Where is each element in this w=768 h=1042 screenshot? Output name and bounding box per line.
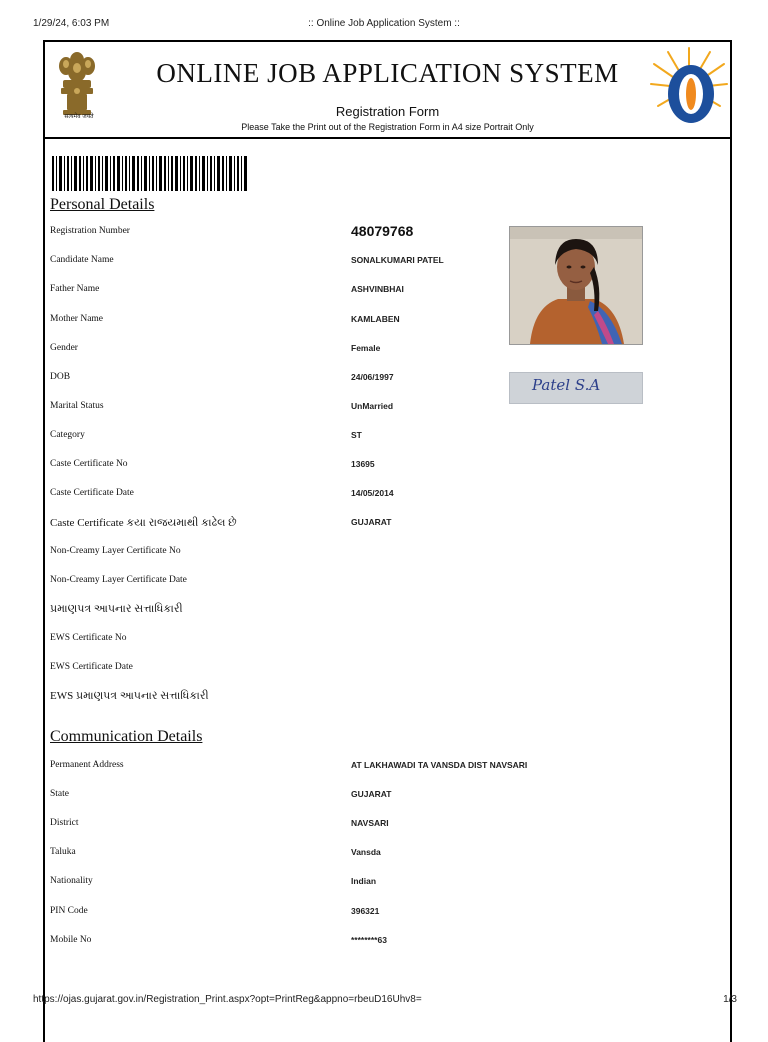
field-row-ews-certificate-date [50, 662, 510, 680]
field-label: Mother Name [50, 314, 104, 324]
field-value: NAVSARI [351, 818, 389, 828]
form-title: Registration Form [335, 104, 440, 119]
field-value: Indian [351, 876, 377, 886]
field-row-mobile-no [50, 935, 510, 953]
field-label: DOB [50, 372, 71, 382]
field-label: Caste Certificate Date [50, 488, 134, 498]
emblem-motto: सत्यमेव जयते [64, 114, 94, 120]
print-datetime: 1/29/24, 6:03 PM [33, 18, 110, 29]
person-photo-icon [510, 227, 642, 344]
field-label: Caste Certificate No [50, 459, 128, 469]
field-value: Vansda [351, 847, 381, 857]
field-value: KAMLABEN [351, 314, 400, 324]
field-value: GUJARAT [351, 789, 392, 799]
field-row-ncl-certificate-date [50, 575, 510, 593]
field-row-mother-name [50, 314, 510, 332]
form-header [45, 42, 730, 139]
field-value: 24/06/1997 [351, 372, 394, 382]
field-row-candidate-name [50, 255, 510, 273]
field-label: Nationality [50, 876, 93, 886]
field-value: SONALKUMARI PATEL [351, 255, 444, 265]
field-row-father-name [50, 284, 510, 302]
field-label: Mobile No [50, 935, 92, 945]
print-instruction: Please Take the Print out of the Registration Form in A4 size Portrait Only [241, 122, 534, 132]
print-page-title: :: Online Job Application System :: [308, 18, 460, 29]
field-row-state [50, 789, 510, 807]
field-row-nationality [50, 876, 510, 894]
field-label: Marital Status [50, 401, 104, 411]
communication-details-heading: Communication Details [50, 728, 203, 745]
field-row-district [50, 818, 510, 836]
field-row-dob [50, 372, 510, 390]
print-page-count: 1/3 [723, 994, 737, 1005]
field-label: Registration Number [50, 226, 130, 236]
field-value: Female [351, 343, 381, 353]
document-frame [43, 40, 732, 1042]
field-label: EWS Certificate Date [50, 662, 133, 672]
field-label: Father Name [50, 284, 100, 294]
field-row-gender [50, 343, 510, 361]
field-label: State [50, 789, 69, 799]
field-value: ********63 [351, 935, 387, 945]
field-row-taluka [50, 847, 510, 865]
field-label: Non-Creamy Layer Certificate No [50, 546, 181, 556]
field-label: પ્રમાણપત્ર આપનાર સત્તાધિકારી [50, 603, 183, 615]
field-value: AT LAKHAWADI TA VANSDA DIST NAVSARI [351, 760, 528, 770]
field-label: Gender [50, 343, 78, 353]
field-value: ST [351, 430, 362, 440]
field-label: EWS પ્રમાણપત્ર આપનાર સત્તાધિકારી [50, 690, 209, 702]
field-label: PIN Code [50, 906, 88, 916]
print-url: https://ojas.gujarat.gov.in/Registration_Print.aspx?opt=PrintReg&appno=rbeuD16Uhv8= [33, 994, 422, 1005]
personal-details-heading: Personal Details [50, 196, 155, 213]
field-row-ews-issuing-authority [50, 690, 510, 708]
field-value: 13695 [351, 459, 375, 469]
field-value: 14/05/2014 [351, 488, 394, 498]
field-row-pin-code [50, 906, 510, 924]
field-label: Caste Certificate કયા રાજયમાથી કાઢેલ છે [50, 517, 237, 529]
field-value: 396321 [351, 906, 380, 916]
field-label: Category [50, 430, 85, 440]
field-label: Non-Creamy Layer Certificate Date [50, 575, 187, 585]
field-row-caste-certificate-state [50, 517, 510, 535]
field-label: District [50, 818, 79, 828]
ojas-logo-icon [650, 44, 728, 132]
field-label: Candidate Name [50, 255, 114, 265]
field-row-permanent-address [50, 760, 528, 778]
field-row-category [50, 430, 510, 448]
field-row-ews-certificate-no [50, 633, 510, 651]
field-row-registration-number [50, 223, 510, 244]
candidate-photo [509, 226, 643, 345]
field-label: EWS Certificate No [50, 633, 127, 643]
barcode [52, 156, 248, 191]
field-row-marital-status [50, 401, 510, 419]
field-value: ASHVINBHAI [351, 284, 404, 294]
field-label: Permanent Address [50, 760, 124, 770]
field-value: GUJARAT [351, 517, 392, 527]
candidate-signature: Patel S.A [509, 372, 643, 404]
field-row-issuing-authority [50, 603, 510, 621]
field-value: UnMarried [351, 401, 394, 411]
field-row-caste-certificate-no [50, 459, 510, 477]
field-label: Taluka [50, 847, 76, 857]
field-row-caste-certificate-date [50, 488, 510, 506]
field-row-ncl-certificate-no [50, 546, 510, 564]
registration-number-value: 48079768 [351, 223, 414, 239]
site-title: ONLINE JOB APPLICATION SYSTEM [156, 58, 619, 88]
